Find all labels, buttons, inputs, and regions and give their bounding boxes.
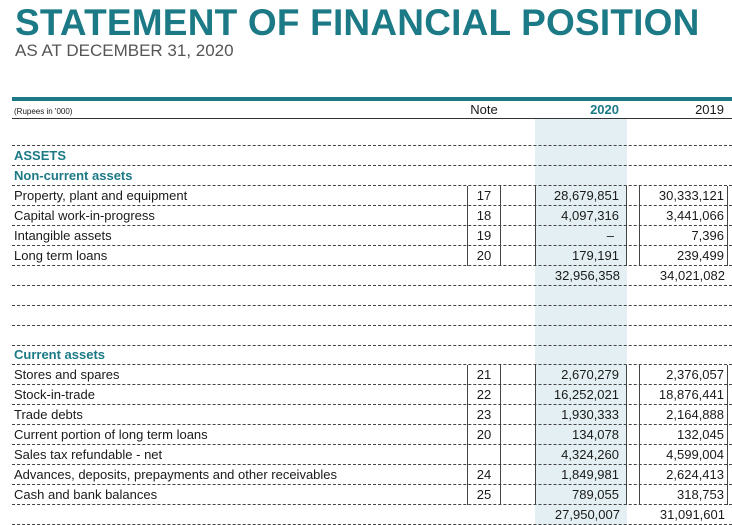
row-value-2020: 4,097,316 bbox=[535, 206, 627, 226]
row-value-2020: 179,191 bbox=[535, 246, 627, 266]
row-value-2020: 789,055 bbox=[535, 485, 627, 505]
table-row bbox=[12, 226, 732, 246]
current-total-2020: 27,950,007 bbox=[554, 507, 620, 522]
section-non-current bbox=[12, 166, 732, 186]
section-assets-label: ASSETS bbox=[14, 148, 67, 163]
year-2020-header: 2020 bbox=[590, 102, 619, 117]
row-value-2019: 4,599,004 bbox=[639, 445, 728, 465]
table-row bbox=[12, 206, 732, 226]
row-label: Capital work-in-progress bbox=[14, 208, 155, 223]
blank-row bbox=[12, 306, 732, 326]
row-label: Intangible assets bbox=[14, 228, 112, 243]
row-label: Long term loans bbox=[14, 248, 108, 263]
current-total-row bbox=[12, 505, 732, 525]
table-row bbox=[12, 425, 732, 445]
blank-row bbox=[12, 286, 732, 306]
row-value-2020: 28,679,851 bbox=[535, 186, 627, 206]
row-value-2019: 3,441,066 bbox=[639, 206, 728, 226]
row-value-2019: 132,045 bbox=[639, 425, 728, 445]
table-row bbox=[12, 365, 732, 385]
header-divider bbox=[12, 97, 732, 101]
row-note: 22 bbox=[467, 385, 501, 405]
row-label: Property, plant and equipment bbox=[14, 188, 188, 203]
blank-row bbox=[12, 326, 732, 346]
row-value-2019: 239,499 bbox=[639, 246, 728, 266]
row-label: Stores and spares bbox=[14, 367, 120, 382]
table-row bbox=[12, 465, 732, 485]
table-row bbox=[12, 385, 732, 405]
year-2019-header: 2019 bbox=[695, 102, 724, 117]
table-row bbox=[12, 246, 732, 266]
row-note: 25 bbox=[467, 485, 501, 505]
table-row bbox=[12, 445, 732, 465]
section-non-current-label: Non-current assets bbox=[14, 168, 133, 183]
row-note: 19 bbox=[467, 226, 501, 246]
row-note: 20 bbox=[467, 425, 501, 445]
row-note: 21 bbox=[467, 365, 501, 385]
row-value-2020: 16,252,021 bbox=[535, 385, 627, 405]
row-label: Trade debts bbox=[14, 407, 83, 422]
units-label: (Rupees in '000) bbox=[14, 107, 73, 116]
table-row bbox=[12, 186, 732, 206]
row-value-2019: 2,164,888 bbox=[639, 405, 728, 425]
row-label: Sales tax refundable - net bbox=[14, 447, 163, 462]
table-row bbox=[12, 485, 732, 505]
section-current-label: Current assets bbox=[14, 347, 106, 362]
row-note: 18 bbox=[467, 206, 501, 226]
row-value-2020: 1,849,981 bbox=[535, 465, 627, 485]
current-total-2019: 31,091,601 bbox=[659, 507, 725, 522]
row-value-2019: 318,753 bbox=[639, 485, 728, 505]
blank-row bbox=[12, 126, 732, 146]
row-value-2020: 1,930,333 bbox=[535, 405, 627, 425]
section-assets bbox=[12, 146, 732, 166]
row-value-2019: 30,333,121 bbox=[639, 186, 728, 206]
row-value-2020: 134,078 bbox=[535, 425, 627, 445]
row-note: 17 bbox=[467, 186, 501, 206]
statement-title: STATEMENT OF FINANCIAL POSITION bbox=[15, 2, 700, 43]
row-note bbox=[467, 445, 501, 465]
row-value-2020: 2,670,279 bbox=[535, 365, 627, 385]
non-current-total-row bbox=[12, 266, 732, 286]
row-value-2020: 4,324,260 bbox=[535, 445, 627, 465]
row-label: Current portion of long term loans bbox=[14, 427, 208, 442]
row-label: Advances, deposits, prepayments and other receivables bbox=[14, 467, 338, 482]
row-note: 20 bbox=[467, 246, 501, 266]
row-note: 24 bbox=[467, 465, 501, 485]
section-current bbox=[12, 345, 732, 365]
row-value-2019: 2,376,057 bbox=[639, 365, 728, 385]
row-value-2020: – bbox=[535, 226, 627, 246]
row-label: Cash and bank balances bbox=[14, 487, 158, 502]
row-value-2019: 2,624,413 bbox=[639, 465, 728, 485]
non-current-total-2020: 32,956,358 bbox=[554, 268, 620, 283]
statement-date: AS AT DECEMBER 31, 2020 bbox=[15, 41, 234, 60]
row-value-2019: 18,876,441 bbox=[639, 385, 728, 405]
note-column-header: Note bbox=[470, 102, 498, 117]
row-label: Stock-in-trade bbox=[14, 387, 95, 402]
table-row bbox=[12, 405, 732, 425]
row-value-2019: 7,396 bbox=[639, 226, 728, 246]
column-header-rule bbox=[12, 118, 732, 119]
row-note: 23 bbox=[467, 405, 501, 425]
non-current-total-2019: 34,021,082 bbox=[659, 268, 725, 283]
